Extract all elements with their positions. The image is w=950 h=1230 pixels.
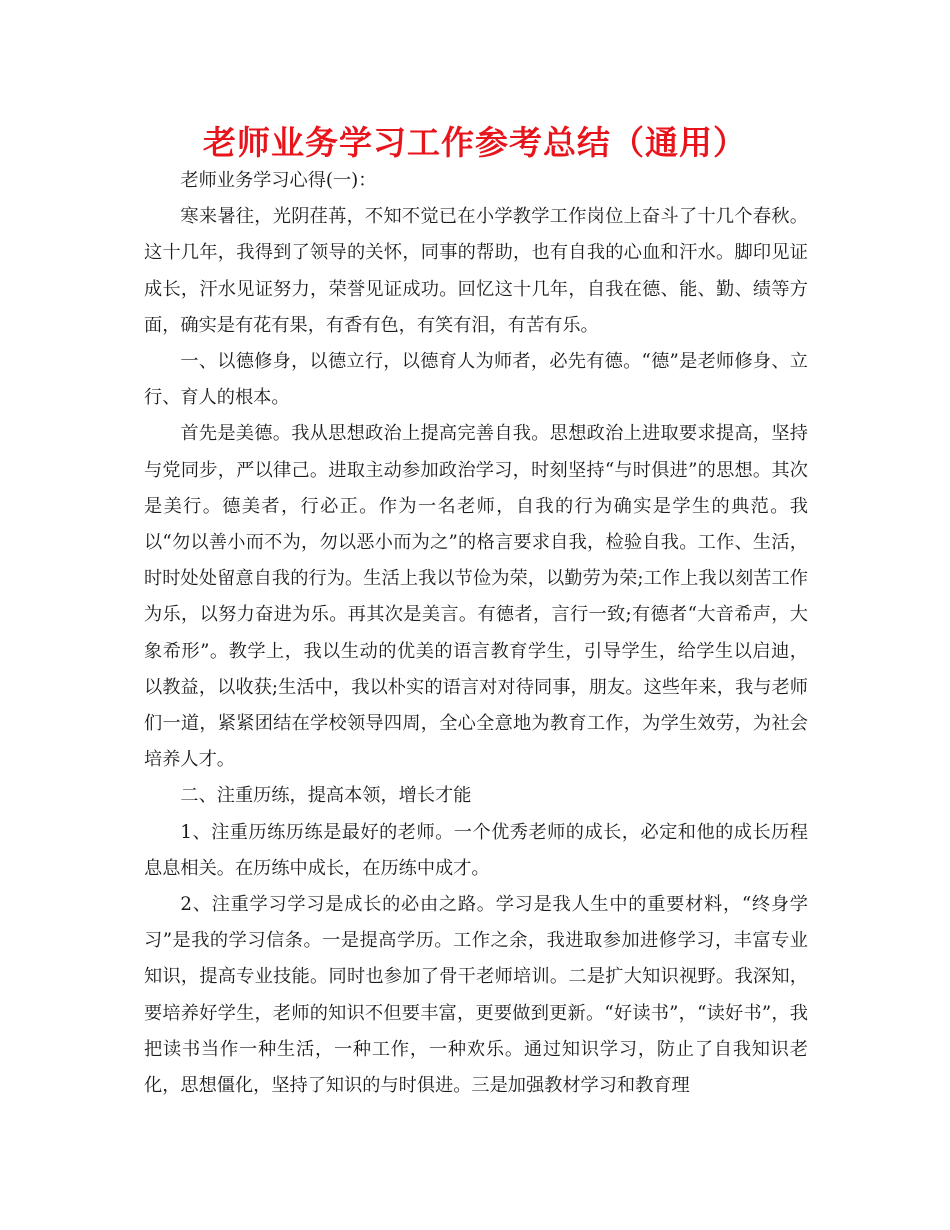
paragraph: 寒来暑往，光阴荏苒，不知不觉已在小学教学工作岗位上奋斗了十几个春秋。这十几年，我得到了领导的关怀，同事的帮助，也有自我的心血和汗水。脚印见证成长，汗水见证努力，荣誉见证成功。回忆这十几年，自我在德、能、勤、绩等方面，确实是有花有果，有香有色，有笑有泪，有苦有乐。 xyxy=(144,206,808,336)
paragraph-section-heading: 一、以德修身，以德立行，以德育人为师者，必先有德。“德”是老师修身、立行、育人的根本。 xyxy=(144,351,808,409)
document-body xyxy=(144,163,808,1104)
paragraph: 2、注重学习学习是成长的必由之路。学习是我人生中的重要材料，“终身学习”是我的学习信条。一是提高学历。工作之余，我进取参加进修学习，丰富专业知识，提高专业技能。同时也参加了骨干老师培训。二是扩大知识视野。我深知，要培养好学生，老师的知识不但要丰富，更要做到更新。“好读书”，“读好书”，我把读书当作一种生活，一种工作，一种欢乐。通过知识学习，防止了自我知识老化，思想僵化，坚持了知识的与时俱进。三是加强教材学习和教育理 xyxy=(144,894,808,1097)
document-title: 老师业务学习工作参考总结（通用） xyxy=(203,123,747,162)
paragraph-subtitle: 老师业务学习心得(一)： xyxy=(180,170,377,191)
paragraph: 1、注重历练历练是最好的老师。一个优秀老师的成长，必定和他的成长历程息息相关。在历练中成长，在历练中成才。 xyxy=(144,821,808,879)
paragraph-section-heading: 二、注重历练，提高本领，增长才能 xyxy=(180,785,472,807)
paragraph: 首先是美德。我从思想政治上提高完善自我。思想政治上进取要求提高，坚持与党同步，严以律己。进取主动参加政治学习，时刻坚持“与时俱进”的思想。其次是美行。德美者，行必正。作为一名老师，自我的行为确实是学生的典范。我以“勿以善小而不为，勿以恶小而为之”的格言要求自我，检验自我。工作、生活，时时处处留意自我的行为。生活上我以节俭为荣，以勤劳为荣;工作上我以刻苦工作为乐，以努力奋进为乐。再其次是美言。有德者，言行一致;有德者“大音希声，大象希形”。教学上，我以生动的优美的语言教育学生，引导学生，给学生以启迪，以教益，以收获;生活中，我以朴实的语言对对待同事，朋友。这些年来，我与老师们一道，紧紧团结在学校领导四周，全心全意地为教育工作，为学生效劳，为社会培养人才。 xyxy=(144,423,808,771)
